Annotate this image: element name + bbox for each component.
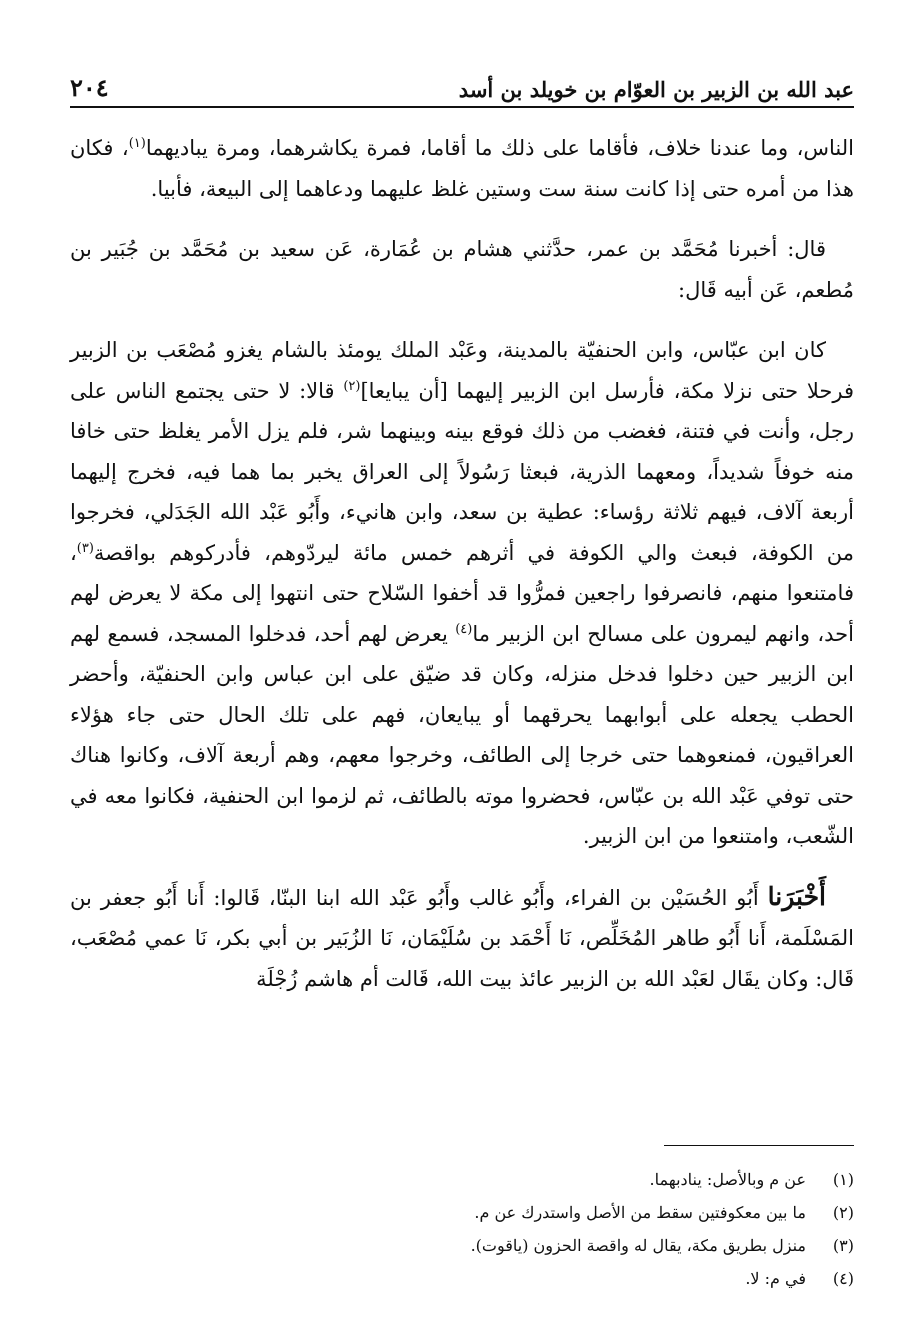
footnote-ref-1: (١) [128,136,146,151]
paragraph-4 [70,877,854,1000]
main-text [70,128,854,1019]
paragraph-4-lead: أَخْبَرَنا [767,881,826,911]
paragraph-3-text-c: ، فامتنعوا منهم، فانصرفوا راجعين فمرُّوا قد أخفوا السّلاح حتى انتهوا إلى مكة لا يعرض لهم أحد، وانهم ليمرون على مسالح ابن الزبير ما [70,540,854,646]
paragraph-3 [70,330,854,857]
paragraph-4-text: أَبُو الحُسَيْن بن الفراء، وأَبُو غالب وأَبُو عَبْد الله ابنا البنّا، قَالوا: أَنا أَبُو جعفر بن المَسْلَمة، أَنا أَبُو طاهر المُخَلِّص، نَا أَحْمَد بن سُلَيْمَان، نَا الزُبَير بن أبي بكر، نَا عمي مُصْعَب، قَال: وكان يقَال لعَبْد الله بن الزبير عائذ بيت الله، قَالت أم هاشم زُجْلَة [70,885,854,991]
footnote-2 [70,1196,854,1229]
paragraph-3-text-d: يعرض لهم أحد، فدخلوا المسجد، فسمع لهم ابن الزبير حين دخلوا فدخل منزله، وكان قد ضيّق على ابن عباس وابن الحنفيّة، وأحضر الحطب يجعله على أبوابهما يحرقهما أو يبايعان، فهم على تلك الحال حتى جاء هؤلاء العراقيون، فمنعوهما حتى خرجا إلى الطائف، وخرجوا معهم، وهم أربعة آلاف، وكانوا هناك حتى توفي عَبْد الله بن عبّاس، فحضروا موته بالطائف، ثم لزموا ابن الحنفية، فكانوا معه في الشّعب، وامتنعوا من ابن الزبير. [70,621,854,848]
paragraph-3-text-b: قالا: لا حتى يجتمع الناس على رجل، وأنت في فتنة، فغضب من ذلك فوقع بينه وبينهما شر، فلم يزل الأمر يغلظ حتى خافا منه خوفاً شديداً، ومعهما الذرية، فبعثا رَسُولاً إلى العراق يخبر بما هما فيه، فخرج إليهما أربعة آلاف، فيهم ثلاثة رؤساء: عطية بن سعد، وابن هانيء، وأَبُو عَبْد الله الجَدَلي، فخرجوا من الكوفة، فبعث والي الكوفة في أثرهم خمس مائة ليردّوهم، فأدركوهم بواقصة [70,378,854,565]
footnote-ref-2: (٢) [343,378,361,394]
footnote-number: (٢) [832,1203,854,1222]
footnote-3 [70,1229,854,1262]
paragraph-1-tail: ، فكان هذا من أمره حتى إذا كانت سنة ست وستين غلظ عليهما ودعاهما إلى البيعة، فأبيا. [70,136,854,201]
footnote-4 [70,1262,854,1295]
footnote-separator [664,1145,854,1146]
footnotes [70,1163,854,1295]
footnote-ref-3: (٣) [76,540,94,556]
paragraph-1-text: الناس، وما عندنا خلاف، فأقاما على ذلك ما أقاما، فمرة يكاشرهما، ومرة يباديهما [145,136,854,160]
page-header [70,68,854,108]
paragraph-3-text-a: كان ابن عبّاس، وابن الحنفيّة بالمدينة، وعَبْد الملك يومئذ بالشام يغزو مُصْعَب بن الزبير فرحلا حتى نزلا مكة، فأرسل ابن الزبير إليهما [أن يبايعا] [70,338,855,403]
footnote-number: (١) [832,1170,854,1189]
footnote-text: عن م وبالأصل: ينادبهما. [649,1170,806,1189]
footnote-1 [70,1163,854,1196]
page-number: ٢٠٤ [70,73,109,102]
running-title: عبد الله بن الزبير بن العوّام بن خويلد بن أسد [458,77,854,102]
footnote-ref-4: (٤) [455,621,473,637]
footnote-number: (٣) [832,1236,854,1255]
paragraph-2 [70,229,854,310]
footnote-text: في م: لا. [745,1269,806,1288]
paragraph-1 [70,128,854,209]
footnote-number: (٤) [832,1269,854,1288]
footnote-text: منزل بطريق مكة، يقال له واقصة الحزون (ياقوت). [470,1236,806,1255]
footnote-text: ما بين معكوفتين سقط من الأصل واستدرك عن م. [474,1203,806,1222]
paragraph-2-text: قال: أخبرنا مُحَمَّد بن عمر، حدَّثني هشام بن عُمَارة، عَن سعيد بن مُحَمَّد بن جُبَير بن مُطعم، عَن أبيه قَال: [70,237,854,302]
book-page [70,0,854,1333]
